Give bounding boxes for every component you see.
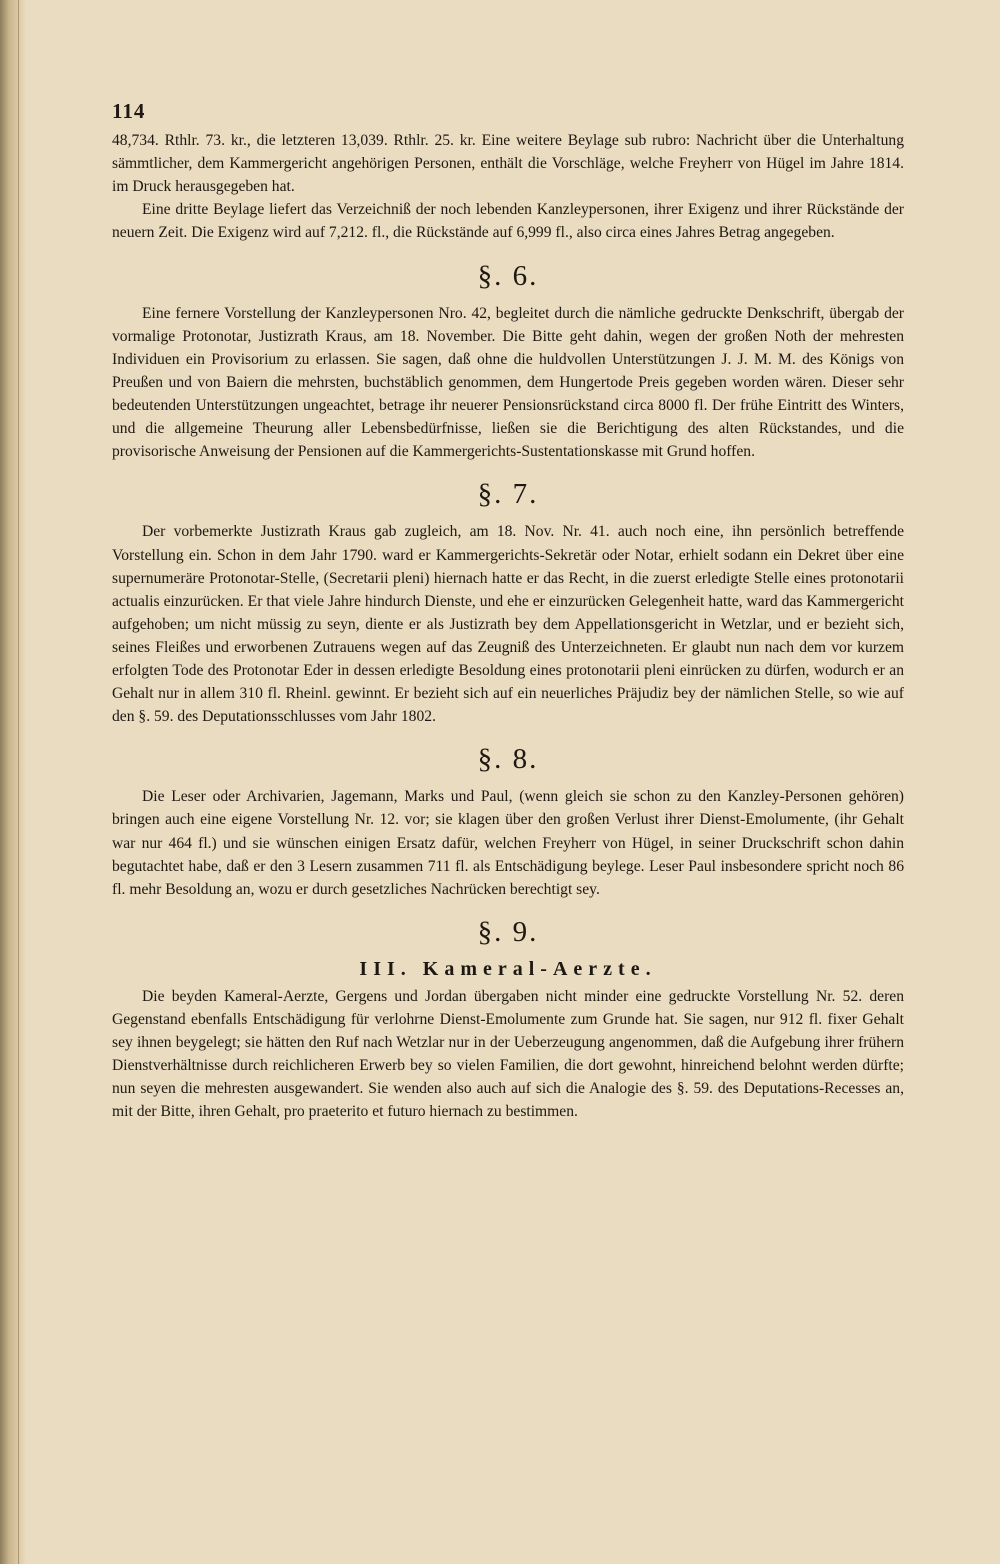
section-9-text: Die beyden Kameral-Aerzte, Gergens und Jordan übergaben nicht minder eine gedruckte Vorstellung Nr. 52. deren Gegenstand ebenfalls Entschädigung für verlohrne Dienst-Emolumente zum Grunde hat. Sie sagen, nur 912 fl. fixer Gehalt sey ihnen beygelegt; sie hätten den Ruf nach Wetzlar nur in der Ueberzeugung angenommen, daß die Aufgebung ihrer frühern Dienstverhältnisse durch reichlicheren Erwerb bey so vielen Familien, die dort gewohnt, hinreichend belohnt werden dürfte; nun seyen die mehresten ausgewandert. Sie wenden also auch auf sich die Analogie des §. 59. des Deputations-Recesses an, mit der Bitte, ihren Gehalt, pro praeterito et futuro hiernach zu bestimmen.: [112, 988, 904, 1121]
section-7-text: Der vorbemerkte Justizrath Kraus gab zugleich, am 18. Nov. Nr. 41. auch noch eine, ihn persönlich betreffende Vorstellung ein. Schon in dem Jahr 1790. ward er Kammergerichts-Sekretär oder Notar, erhielt sodann ein Dekret über eine supernumeräre Protonotar-Stelle, (Secretarii pleni) hiernach hatte er das Recht, in die zuerst erledigte Stelle eines protonotarii actualis einzurücken. Er that viele Jahre hindurch Dienste, und ehe er einzurücken Gelegenheit hatte, ward das Kammergericht aufgehoben; um nicht müssig zu seyn, diente er als Justizrath bey dem Appellationsgericht in Wetzlar, und er bezieht sich, seines Fleißes und erworbenen Zutrauens wegen auf das Zeugniß des Unterzeichneten. Er glaubt nun nach dem vor kurzem erfolgten Tode des Protonotar Eder in dessen erledigte Besoldung eines protonotarii pleni einrücken zu dürfen, wodurch er an Gehalt nur in allem 310 fl. Rheinl. gewinnt. Er bezieht sich auf ein neuerliches Präjudiz bey der nämlichen Stelle, so wie auf den §. 59. des Deputationsschlusses vom Jahr 1802.: [112, 523, 904, 726]
page-number: 114: [112, 99, 146, 123]
intro-paragraph-1: 48,734. Rthlr. 73. kr., die letzteren 13,039. Rthlr. 25. kr. Eine weitere Beylage sub rubro: Nachricht über die Unterhaltung sämmtlicher, dem Kammergericht angehörigen Personen, enthält die Vorschläge, welche Freyherr von Hügel im Jahre 1814. im Druck herausgegeben hat.: [112, 132, 904, 196]
page-gutter-line: [18, 0, 19, 1564]
book-spine-shadow: [0, 0, 26, 1564]
section-heading-7: §. 7.: [477, 478, 539, 511]
section-9-subheading: III. Kameral-Aerzte.: [359, 957, 657, 980]
intro-paragraph-2: Eine dritte Beylage liefert das Verzeichniß der noch lebenden Kanzleypersonen, ihrer Exigenz und ihrer Rückstände der neuern Zeit. Die Exigenz wird auf 7,212. fl., die Rückstände auf 6,999 fl., also circa eines Jahres Betrag angegeben.: [112, 201, 904, 242]
document-page: [112, 100, 904, 1124]
section-8-text: Die Leser oder Archivarien, Jagemann, Marks und Paul, (wenn gleich sie schon zu den Kanzley-Personen gehören) bringen auch eine eigene Vorstellung Nr. 12. vor; sie klagen über den großen Verlust ihrer Dienst-Emolumente, (ihr Gehalt war nur 464 fl.) und sie wünschen einigen Ersatz dafür, welchen Freyherr von Hügel, in seiner Druckschrift schon dahin begutachtet habe, daß er den 3 Lesern zusammen 711 fl. als Entschädigung beylege. Leser Paul insbesondere spricht noch 86 fl. mehr Besoldung an, wozu er durch gesetzliches Nachrücken berechtigt sey.: [112, 788, 904, 898]
section-heading-8: §. 8.: [477, 743, 539, 776]
section-6-text: Eine fernere Vorstellung der Kanzleypersonen Nro. 42, begleitet durch die nämliche gedruckte Denkschrift, übergab der vormalige Protonotar, Justizrath Kraus, am 18. November. Die Bitte geht dahin, wegen der großen Noth der mehresten Individuen ein Provisorium zu erlassen. Sie sagen, daß ohne die huldvollen Unterstützungen J. J. M. M. des Königs von Preußen und von Baiern die mehrsten, buchstäblich genommen, dem Hungertode Preis gegeben worden wären. Dieser sehr bedeutenden Unterstützungen ungeachtet, betrage ihr neuerer Pensionsrückstand circa 8000 fl. Der frühe Eintritt des Winters, und die allgemeine Theurung aller Lebensbedürfnisse, ließen sie die Berichtigung des alten Rückstandes, und die provisorische Anweisung der Pensionen auf die Kammergerichts-Sustentationskasse mit Grund hoffen.: [112, 304, 904, 461]
section-heading-6: §. 6.: [477, 259, 539, 292]
section-heading-9: §. 9.: [477, 915, 539, 948]
